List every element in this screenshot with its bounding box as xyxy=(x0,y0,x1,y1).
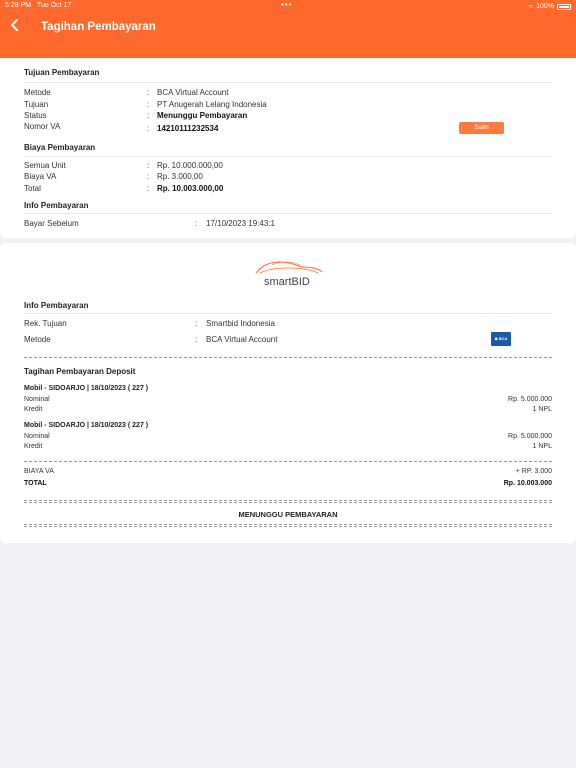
colon: : xyxy=(195,335,198,344)
divider xyxy=(24,213,552,214)
status-bar xyxy=(0,0,576,12)
back-button[interactable] xyxy=(9,18,25,36)
row-label-metode: Metode xyxy=(24,335,51,344)
deposit-item-kredit: 1 NPL xyxy=(532,443,552,450)
deposit-item-title: Mobil - SIDOARJO | 18/10/2023 ( 227 ) xyxy=(24,385,149,392)
divider xyxy=(24,82,552,83)
biaya-va-value: + RP. 3.000 xyxy=(515,468,552,475)
divider xyxy=(24,313,552,314)
status-right xyxy=(529,2,571,11)
divider xyxy=(24,156,552,157)
payment-summary-card xyxy=(0,58,576,238)
app-header xyxy=(0,0,576,58)
status-time xyxy=(5,2,71,9)
colon: : xyxy=(147,88,150,97)
smartbid-logo-text: smartBID xyxy=(264,276,310,288)
battery-percent: 100% xyxy=(536,3,554,10)
deposit-section-title: Tagihan Pembayaran Deposit xyxy=(24,367,136,376)
row-value-bayar-sebelum: 17/10/2023 19:43:1 xyxy=(206,219,275,228)
dashed-divider xyxy=(24,461,552,462)
row-value-metode: BCA Virtual Account xyxy=(157,88,229,97)
row-label-tujuan: Tujuan xyxy=(24,100,49,109)
row-label-nomor-va: Nomor VA xyxy=(24,122,61,131)
colon: : xyxy=(147,172,150,181)
bca-badge-text: BCA xyxy=(498,336,508,341)
deposit-item-nominal-label: Nominal xyxy=(24,433,50,440)
row-label-rek-tujuan: Rek. Tujuan xyxy=(24,319,67,328)
row-label-semua-unit: Semua Unit xyxy=(24,161,66,170)
row-label-total: Total xyxy=(24,184,41,193)
row-value-metode: BCA Virtual Account xyxy=(206,335,278,344)
deposit-item-nominal: Rp. 5.000.000 xyxy=(508,396,552,403)
row-value-biaya-va: Rp. 3.000,00 xyxy=(157,172,203,181)
payment-status-text: MENUNGGU PEMBAYARAN xyxy=(238,510,338,519)
double-dashed-divider xyxy=(24,500,552,503)
page-title: Tagihan Pembayaran xyxy=(41,21,156,33)
row-label-biaya-va: Biaya VA xyxy=(24,172,57,181)
deposit-item-kredit-label: Kredit xyxy=(24,443,43,450)
deposit-item-kredit-label: Kredit xyxy=(24,406,43,413)
section-title-biaya: Biaya Pembayaran xyxy=(24,143,96,152)
wifi-icon: ≈ xyxy=(528,2,534,11)
deposit-item-kredit: 1 NPL xyxy=(532,406,552,413)
status-time-value: 5:28 PM xyxy=(5,2,32,9)
row-value-tujuan: PT Anugerah Lelang Indonesia xyxy=(157,100,267,109)
total-value: Rp. 10.003.000 xyxy=(503,480,552,487)
row-label-bayar-sebelum: Bayar Sebelum xyxy=(24,219,79,228)
row-value-status: Menunggu Pembayaran xyxy=(157,111,248,120)
smartbid-car-icon xyxy=(252,253,328,291)
section-title-tujuan: Tujuan Pembayaran xyxy=(24,68,100,77)
row-value-total: Rp. 10.003.000,00 xyxy=(157,184,224,193)
colon: : xyxy=(195,219,198,228)
bca-logo-icon: ◆ BCA xyxy=(491,332,511,346)
colon: : xyxy=(147,161,150,170)
section-title-info: Info Pembayaran xyxy=(24,201,89,210)
deposit-item-nominal: Rp. 5.000.000 xyxy=(508,433,552,440)
row-value-nomor-va[interactable]: 14210111232534 xyxy=(157,124,219,133)
smartbid-logo xyxy=(252,253,328,291)
deposit-item-title: Mobil - SIDOARJO | 18/10/2023 ( 227 ) xyxy=(24,422,149,429)
row-label-status: Status xyxy=(24,111,47,120)
deposit-item-nominal-label: Nominal xyxy=(24,396,50,403)
multitask-dots-icon[interactable]: ••• xyxy=(281,0,293,9)
copy-va-button[interactable]: Salin xyxy=(459,122,504,134)
chevron-left-icon xyxy=(9,18,21,32)
biaya-va-label: BIAYA VA xyxy=(24,468,54,475)
row-value-semua-unit: Rp. 10.000.000,00 xyxy=(157,161,223,170)
colon: : xyxy=(147,124,150,133)
dashed-divider xyxy=(24,357,552,358)
row-label-metode: Metode xyxy=(24,88,51,97)
total-label: TOTAL xyxy=(24,480,47,487)
receipt-section-info: Info Pembayaran xyxy=(24,301,89,310)
colon: : xyxy=(147,111,150,120)
colon: : xyxy=(147,184,150,193)
double-dashed-divider xyxy=(24,524,552,527)
battery-icon xyxy=(557,4,571,10)
colon: : xyxy=(195,319,198,328)
row-value-rek-tujuan: Smartbid Indonesia xyxy=(206,319,275,328)
receipt-card xyxy=(0,243,576,543)
status-date: Tue Oct 17 xyxy=(36,2,72,9)
colon: : xyxy=(147,100,150,109)
